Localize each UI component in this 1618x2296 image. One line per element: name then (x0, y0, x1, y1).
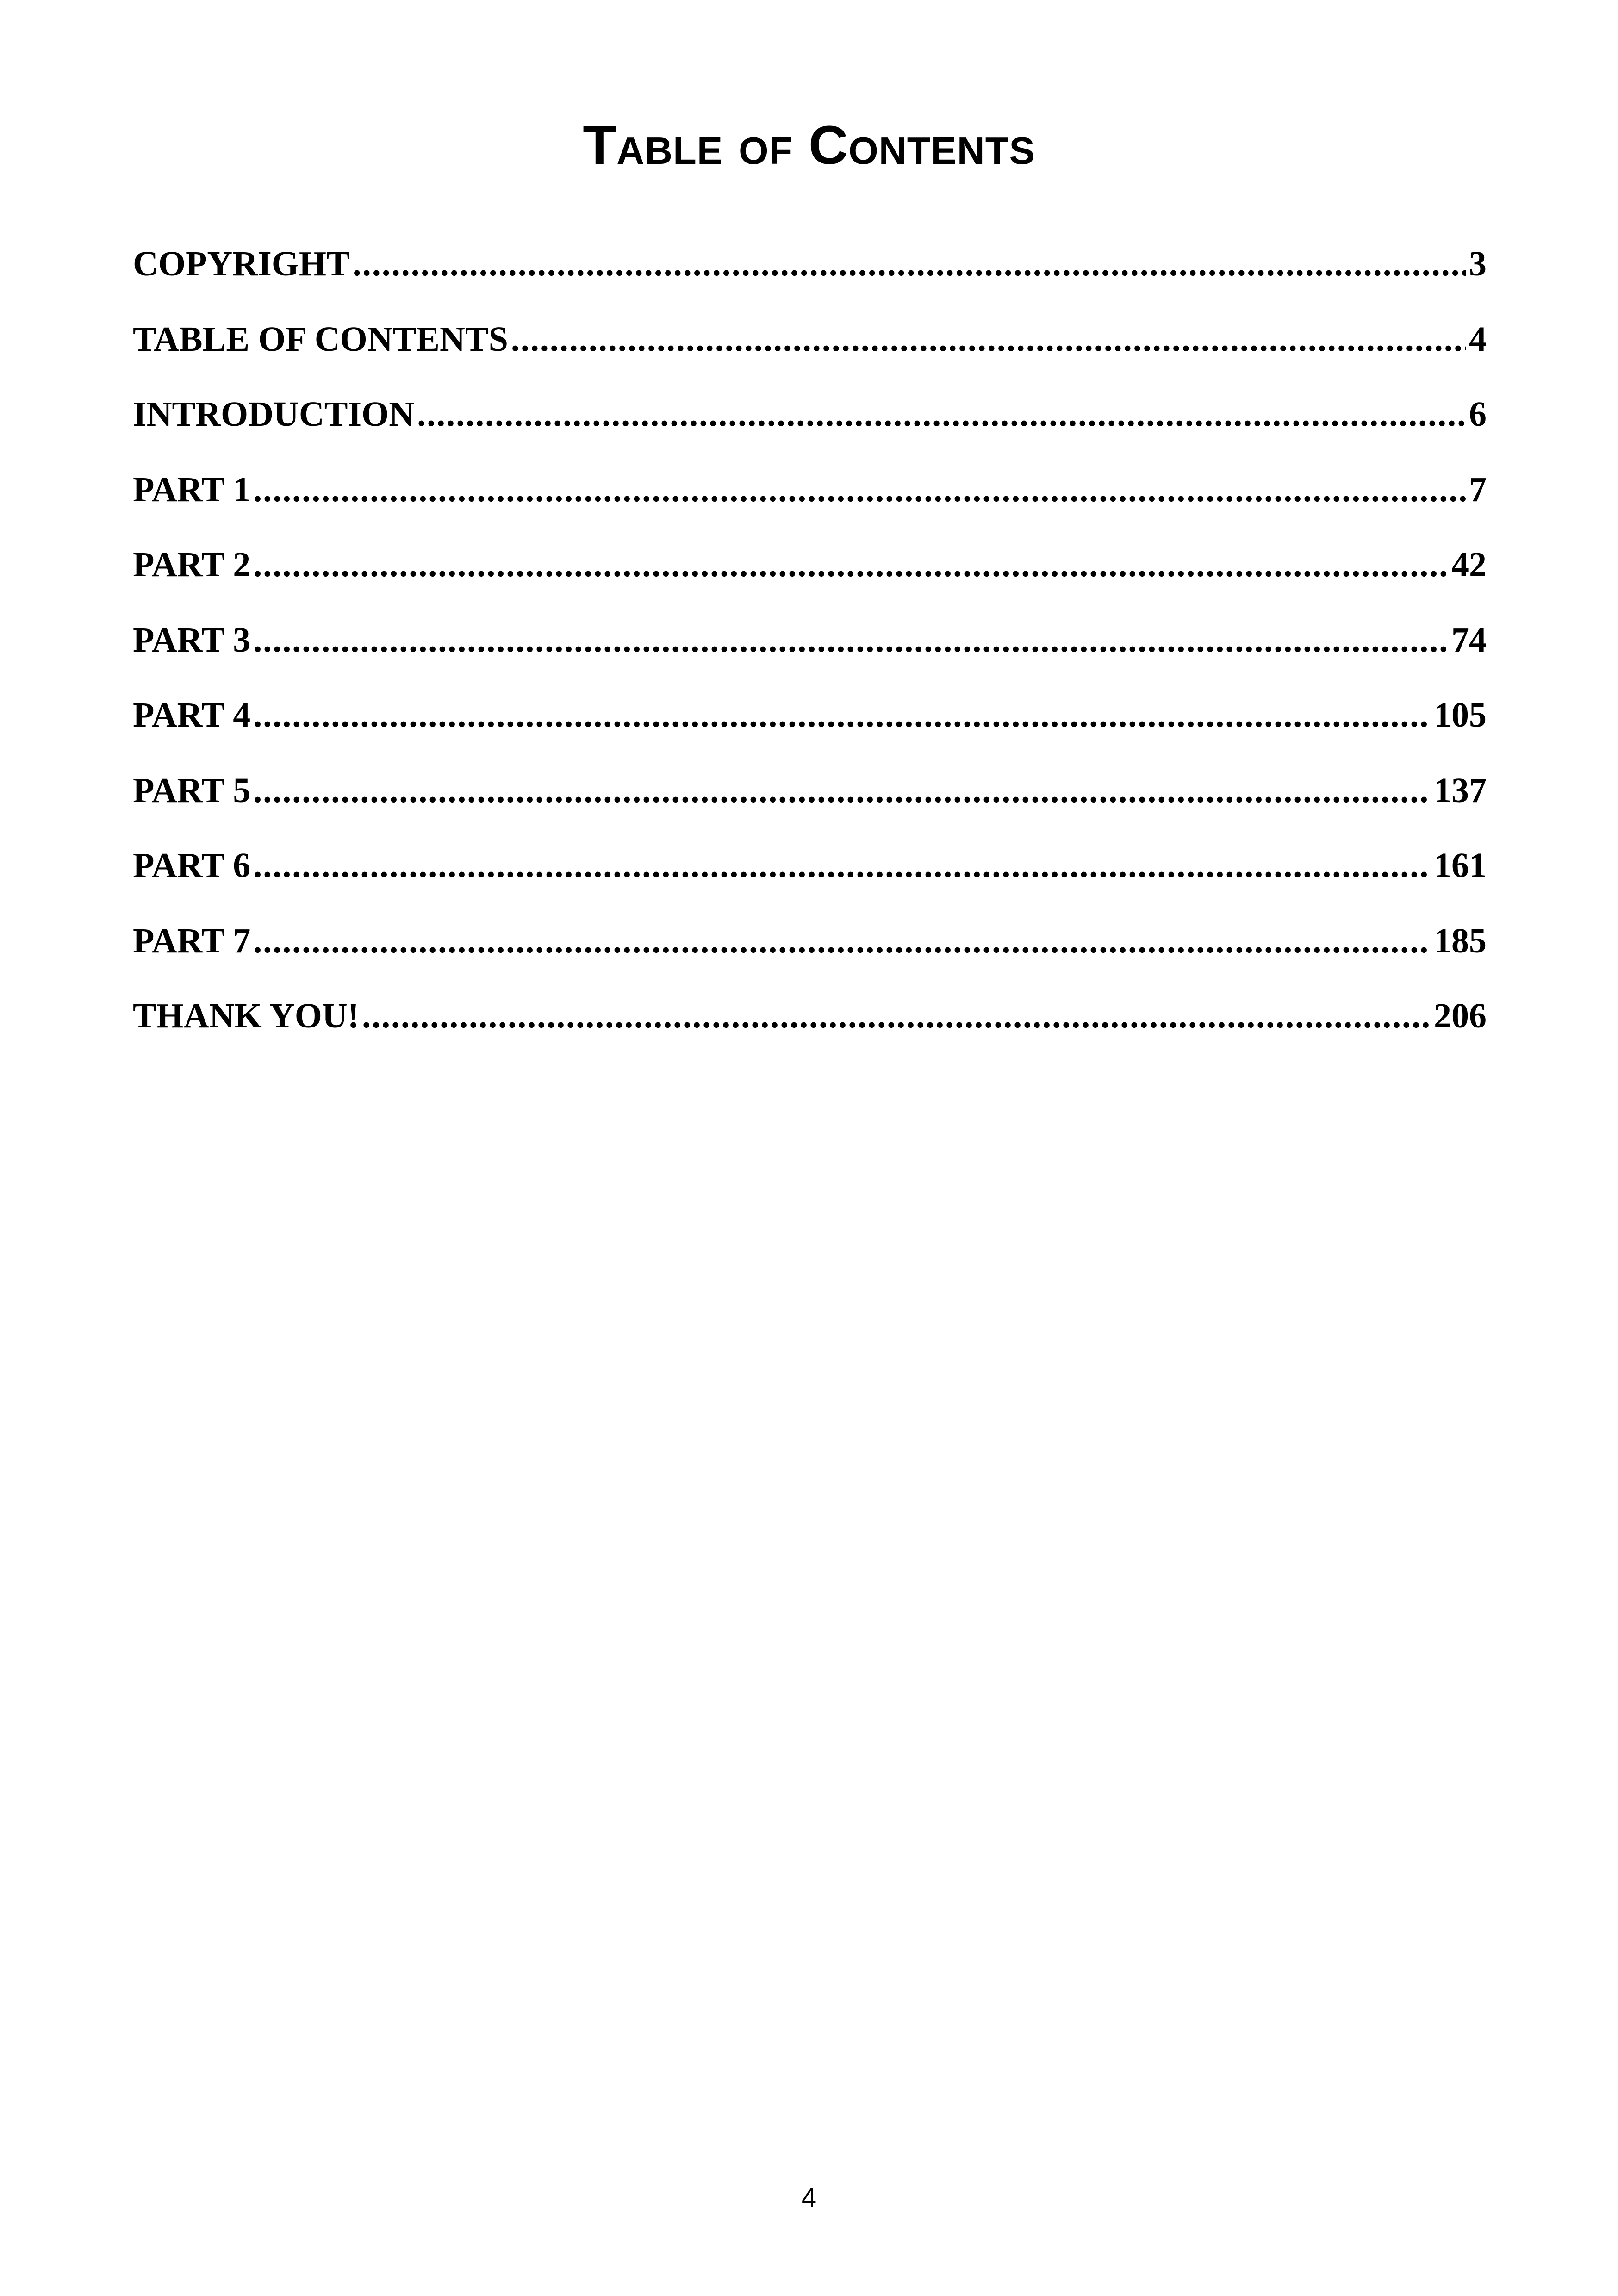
toc-entry-introduction[interactable] (133, 397, 1487, 472)
toc-entry-label: PART 7 (133, 921, 251, 960)
toc-entry-part-2[interactable] (133, 547, 1487, 622)
dot-leader (417, 397, 1466, 432)
dot-leader (253, 848, 1431, 883)
toc-entry-label: INTRODUCTION (133, 395, 415, 434)
dot-leader (253, 697, 1431, 733)
toc-entry-label: PART 6 (133, 846, 251, 885)
page-title: Table of Contents (583, 115, 1035, 176)
toc-entry-part-5[interactable] (133, 773, 1487, 848)
dot-leader (253, 773, 1431, 808)
toc-entry-page: 185 (1434, 921, 1487, 960)
toc-entry-label: PART 4 (133, 696, 251, 734)
dot-leader (362, 998, 1431, 1033)
toc-entry-label: PART 5 (133, 771, 251, 810)
toc-entry-page: 105 (1434, 696, 1487, 734)
toc-entry-page: 74 (1451, 620, 1487, 660)
toc-entry-page: 42 (1451, 545, 1487, 584)
toc-entry-label: PART 2 (133, 545, 251, 584)
dot-leader (253, 622, 1449, 658)
toc-entry-page: 4 (1469, 319, 1487, 359)
table-of-contents (133, 246, 1487, 1074)
dot-leader (511, 322, 1466, 357)
toc-entry-thank-you[interactable] (133, 998, 1487, 1074)
toc-entry-label: COPYRIGHT (133, 244, 350, 283)
dot-leader (253, 547, 1449, 582)
toc-entry-page: 3 (1469, 244, 1487, 283)
toc-entry-label: THANK YOU! (133, 996, 360, 1035)
toc-entry-part-6[interactable] (133, 848, 1487, 923)
toc-entry-part-3[interactable] (133, 622, 1487, 698)
toc-entry-page: 6 (1469, 395, 1487, 434)
toc-entry-page: 161 (1434, 846, 1487, 885)
dot-leader (253, 923, 1431, 958)
toc-entry-page: 7 (1469, 470, 1487, 509)
toc-entry-table-of-contents[interactable] (133, 319, 1487, 397)
dot-leader (253, 472, 1466, 507)
toc-entry-part-1[interactable] (133, 472, 1487, 548)
page-number: 4 (801, 2183, 817, 2213)
toc-entry-copyright[interactable] (133, 246, 1487, 322)
toc-entry-label: PART 3 (133, 620, 251, 660)
toc-entry-part-4[interactable] (133, 697, 1487, 773)
toc-entry-label: PART 1 (133, 470, 251, 509)
dot-leader (353, 246, 1466, 281)
toc-entry-label: TABLE OF CONTENTS (133, 319, 508, 359)
toc-entry-page: 206 (1434, 996, 1487, 1035)
toc-entry-part-7[interactable] (133, 923, 1487, 999)
toc-entry-page: 137 (1434, 771, 1487, 810)
